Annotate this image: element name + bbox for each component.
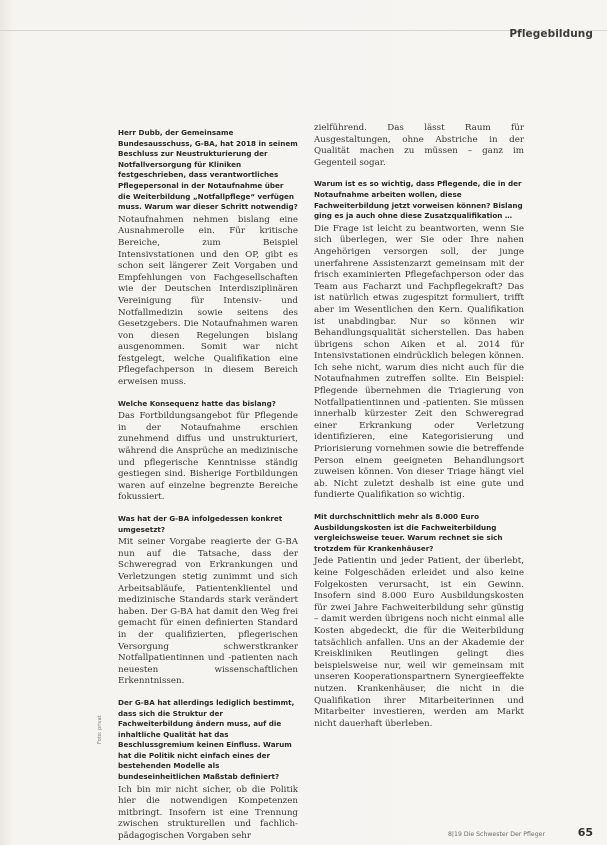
- interview-question: Welche Konsequenz hatte das bislang?: [118, 398, 276, 408]
- right-column: [314, 123, 524, 803]
- interview-answer: Jede Patientin und jeder Patient, der überlebt, keine Folgeschäden erleidet und also keine Folgekosten verursacht, ist ein Gewinn. Insofern sind 8.000 Euro Ausbildungskosten für zwei Jahre Fachweiterbildung sehr günstig – damit werden übrigens noch nicht einmal alle Kosten abgedeckt, die für die Weiterbildung tatsächlich anfallen. Uns an der Akademie der Kreiskliniken Reutlingen gelingt dies beispielsweise nur, weil wir gemeinsam mit unseren Kooperationspartnern Synergieeffekte nutzen. Krankenhäuser, die nicht in die Qualifikation ihrer Mitarbeiterinnen und Mitarbeiter investieren, werden am Markt nicht dauerhaft überleben.: [314, 556, 524, 729]
- interview-question: Warum ist es so wichtig, dass Pflegende, die in der Notaufnahme arbeiten wollen, diese Fachweiterbildung jetzt vorweisen können? Bislang ging es ja auch ohne diese Zusatzqualifikation …: [314, 179, 523, 221]
- interview-answer: Notaufnahmen nehmen bislang eine Ausnahmerolle ein. Für kritische Bereiche, zum Beispiel Intensivstationen und den OP, gibt es schon seit längerer Zeit Vorgaben und Empfehlungen von Fachgesellschaften wie der Deutschen Interdisziplinären Vereinigung für Intensiv- und Notfallmedizin sowie seitens des Gesetzgebers. Die Notaufnahmen waren von diesen Regelungen bislang ausgenommen. Somit war nicht festgelegt, welche Qualifikation eine Pflegefachperson in diesem Bereich erweisen muss.: [118, 214, 298, 388]
- interview-answer: Ich bin mir nicht sicher, ob die Politik hier die notwendigen Kompetenzen mitbringt. Insofern ist eine Trennung zwischen strukturellen und fachlich-pädagogischen Vorgaben sehr: [118, 784, 298, 842]
- interview-answer: Mit seiner Vorgabe reagierte der G-BA nun auf die Tatsache, dass der Schweregrad von Erkrankungen und Verletzungen stetig zunimmt und sich Arbeitsabläufe, Patientenklientel und medizinische Standards stark verändert haben. Der G-BA hat damit den Weg frei gemacht für einen definierten Standard in der qualifizierten, pflegerischen Versorgung schwerstkranker Notfallpatientinnen und -patienten nach neuesten wissenschaftlichen Erkenntnissen.: [118, 537, 298, 687]
- interview-question: Herr Dubb, der Gemeinsame Bundesausschuss, G-BA, hat 2018 in seinem Beschluss zur Neustrukturierung der Notfallversorgung für Kliniken festgeschrieben, dass verantwortliches Pflegepersonal in der Notaufnahme über die Weiterbildung „Notfallpflege“ verfügen muss. Warum war dieser Schritt notwendig?: [118, 128, 298, 212]
- left-column: [118, 128, 298, 842]
- interview-answer: Das Fortbildungsangebot für Pflegende in der Notaufnahme erschien zunehmend diffus und unstrukturiert, während die Ansprüche an medizinische und pflegerische Kenntnisse ständig gestiegen sind. Bisherige Fortbildungen waren auf einzelne begrenzte Bereiche fokussiert.: [118, 411, 298, 503]
- interview-answer: Die Frage ist leicht zu beantworten, wenn Sie sich überlegen, wer Sie oder Ihre nahen Angehörigen versorgen soll, der junge unerfahrene Assistenzarzt gemeinsam mit der frisch examinierten Pflegefachperson oder das Team aus Facharzt und Fachpflegekraft? Das ist natürlich etwas zugespitzt formuliert, trifft aber im Wesentlichen den Kern. Qualifikation ist unabdingbar. Nur so können wir Behandlungsqualität sicherstellen. Das haben übrigens schon Aiken et al. 2014 für Intensivstationen eindrücklich belegen können. Ich sehe nicht, warum dies nicht auch für die Notaufnahmen zutreffen sollte. Ein Beispiel: Pflegende übernehmen die Triagierung von Notfallpatientinnen und -patienten. Sie müssen innerhalb kürzester Zeit den Schweregrad einer Erkrankung oder Verletzung identifizieren, eine Kategorisierung und Priorisierung vornehmen sowie die betreffende Person einem geeigneten Behandlungsort zuweisen können. Von dieser Triage hängt viel ab. Nicht zuletzt deshalb ist eine gute und fundierte Qualifikation so wichtig.: [314, 223, 524, 501]
- interview-question: Was hat der G-BA infolgedessen konkret umgesetzt?: [118, 514, 283, 534]
- section-title: Pflegebildung: [509, 28, 593, 40]
- interview-question: Der G-BA hat allerdings lediglich bestimmt, dass sich die Struktur der Fachweiterbildung ändern muss, auf die inhaltliche Qualität hat das Beschlussgremium keinen Einfluss. Warum hat die Politik nicht einfach eines der bestehenden Modelle als bundeseinheitlichen Maßstab definiert?: [118, 697, 295, 782]
- interview-answer-continued: zielführend. Das lässt Raum für Ausgestaltungen, ohne Abstriche in der Qualität machen zu müssen – ganz im Gegenteil sogar.: [314, 123, 524, 168]
- photo-credit: Foto: privat: [97, 715, 103, 744]
- footer-magazine: 8|19 Die Schwester Der Pfleger: [448, 831, 545, 838]
- interview-question: Mit durchschnittlich mehr als 8.000 Euro Ausbildungskosten ist die Fachweiterbildung vergleichsweise teuer. Warum rechnet sie sich trotzdem für Krankenhäuser?: [314, 512, 503, 553]
- page-number: 65: [577, 826, 593, 839]
